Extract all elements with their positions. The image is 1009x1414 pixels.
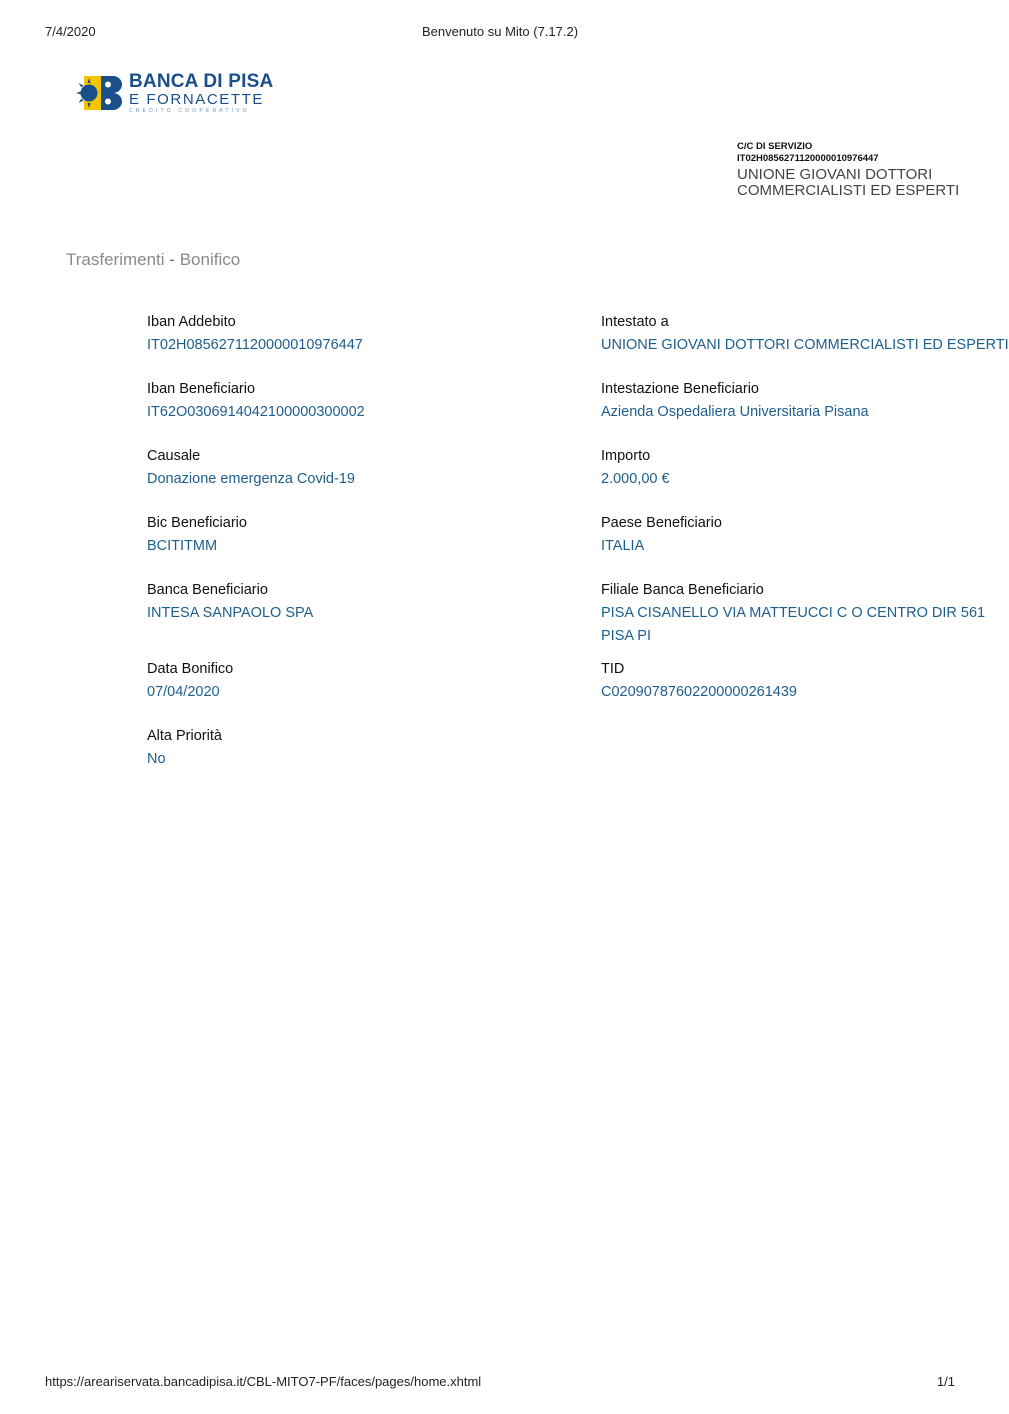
breadcrumb	[66, 250, 240, 270]
field-value: UNIONE GIOVANI DOTTORI COMMERCIALISTI ED ESPERTI	[601, 337, 1009, 353]
field-iban-beneficiario	[147, 379, 507, 424]
bank-name-line3: CREDITO COOPERATIVO	[129, 108, 250, 114]
bank-logo-mark-icon	[75, 74, 123, 112]
field-label: Intestazione Beneficiario	[601, 381, 759, 397]
field-value: Donazione emergenza Covid-19	[147, 471, 355, 487]
breadcrumb-separator: -	[169, 250, 175, 269]
field-bic-beneficiario	[147, 513, 507, 558]
field-data-bonifico	[147, 659, 507, 704]
field-importo	[601, 446, 956, 491]
bank-name-line2: E FORNACETTE	[129, 91, 265, 108]
field-value: 07/04/2020	[147, 684, 220, 700]
field-label: TID	[601, 661, 625, 677]
field-tid	[601, 659, 956, 704]
bank-logo-text	[129, 72, 273, 114]
field-value-line2: PISA PI	[601, 628, 651, 644]
field-label: Alta Priorità	[147, 728, 222, 744]
field-label: Intestato a	[601, 314, 669, 330]
field-value: C02090787602200000261439	[601, 684, 797, 700]
field-label: Banca Beneficiario	[147, 582, 268, 598]
account-holder: UNIONE GIOVANI DOTTORI COMMERCIALISTI ED ESPERTI	[737, 166, 960, 199]
field-banca-beneficiario	[147, 580, 507, 625]
field-intestazione-beneficiario	[601, 379, 956, 424]
field-label: Iban Addebito	[147, 314, 236, 330]
field-alta-priorita	[147, 726, 507, 771]
breadcrumb-section[interactable]: Trasferimenti	[66, 250, 165, 269]
account-iban: IT02H0856271120000010976447	[737, 153, 879, 164]
account-selector[interactable]	[737, 141, 977, 199]
field-label: Importo	[601, 448, 651, 464]
field-filiale-banca-beneficiario	[601, 580, 986, 648]
breadcrumb-page: Bonifico	[179, 250, 241, 269]
print-url: https://areariservata.bancadipisa.it/CBL-MITO7-PF/faces/pages/home.xhtml	[45, 1374, 482, 1389]
field-label: Iban Beneficiario	[147, 381, 256, 397]
bank-logo[interactable]	[75, 73, 273, 113]
field-value: IT62O0306914042100000300002	[147, 404, 365, 420]
field-causale	[147, 446, 507, 491]
account-type-label: C/C DI SERVIZIO	[737, 141, 813, 152]
print-page-number: 1/1	[936, 1374, 955, 1389]
bank-name-line1: BANCA DI PISA	[129, 71, 274, 92]
field-label: Filiale Banca Beneficiario	[601, 582, 764, 598]
field-label: Paese Beneficiario	[601, 515, 722, 531]
field-value: Azienda Ospedaliera Universitaria Pisana	[601, 404, 869, 420]
field-label: Data Bonifico	[147, 661, 234, 677]
field-iban-addebito	[147, 312, 507, 357]
print-title: Benvenuto su Mito (7.17.2)	[421, 24, 579, 39]
field-value: No	[147, 751, 166, 767]
print-date: 7/4/2020	[45, 24, 96, 39]
field-label: Bic Beneficiario	[147, 515, 247, 531]
field-value: PISA CISANELLO VIA MATTEUCCI C O CENTRO DIR 561	[601, 605, 986, 621]
field-value: IT02H0856271120000010976447	[147, 337, 363, 353]
field-intestato-a	[601, 312, 1009, 357]
field-value: INTESA SANPAOLO SPA	[147, 605, 314, 621]
field-value: BCITITMM	[147, 538, 218, 554]
field-value: 2.000,00 €	[601, 471, 670, 487]
field-label: Causale	[147, 448, 201, 464]
field-value: ITALIA	[601, 538, 645, 554]
field-paese-beneficiario	[601, 513, 956, 558]
